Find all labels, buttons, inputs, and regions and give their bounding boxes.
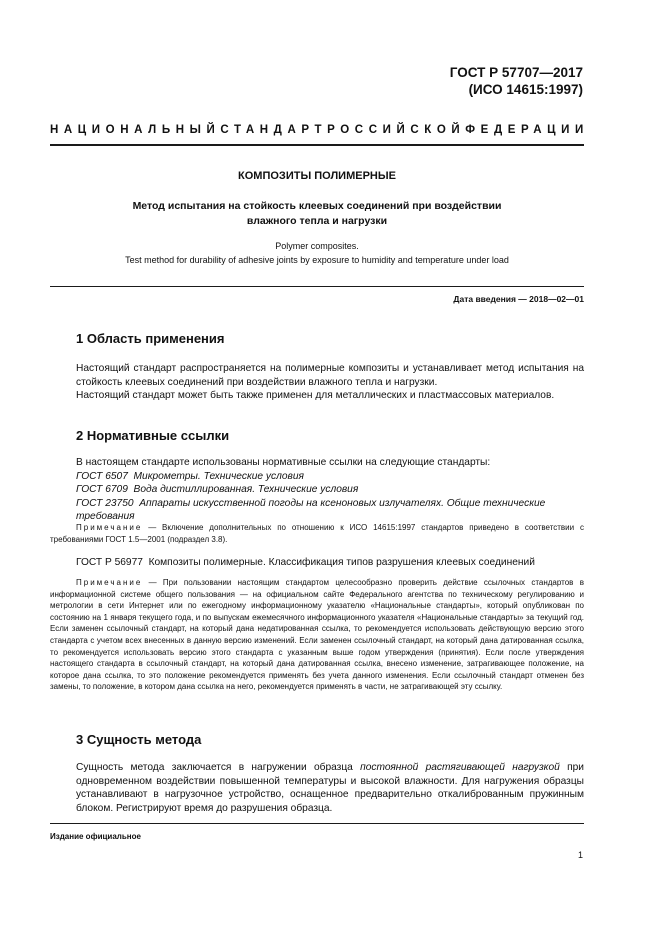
note-label: Примечание (76, 578, 143, 587)
section-3-emphasis: постоянной растягивающей нагрузкой (360, 762, 560, 773)
official-edition-label: Издание официальное (50, 832, 141, 841)
reference-title: Композиты полимерные. Классификация типов разрушения клеевых соединений (148, 557, 535, 568)
banner-word: ФЕДЕРАЦИИ (465, 124, 589, 136)
reference-title: Вода дистиллированная. Технические условия (133, 484, 359, 496)
reference-code: ГОСТ 6507 (76, 470, 128, 482)
section-1-body (76, 362, 584, 403)
banner-word: СТАНДАРТ (220, 124, 328, 136)
subtitle-line: влажного тепла и нагрузки (246, 215, 388, 227)
section-1-heading: 1 Область применения (76, 331, 225, 346)
normative-reference (76, 483, 584, 497)
english-title-line: Polymer composites. (275, 241, 359, 251)
document-title: КОМПОЗИТЫ ПОЛИМЕРНЫЕ (238, 170, 396, 182)
section-3-text: Сущность метода заключается в нагружении образца (76, 762, 361, 773)
iso-number: (ИСО 14615:1997) (468, 82, 583, 97)
section-1-paragraph: Настоящий стандарт распространяется на полимерные композиты и устанавливает метод испытания на стойкость клеевых соединений при воздействии влажного тепла и нагрузки. (76, 363, 584, 388)
reference-code: ГОСТ 6709 (76, 484, 128, 496)
note-label: Примечание (76, 523, 143, 532)
normative-reference (76, 497, 584, 524)
reference-title: Микрометры. Технические условия (133, 470, 304, 482)
english-title (50, 239, 584, 267)
standard-number: ГОСТ Р 57707—2017 (449, 65, 583, 80)
normative-reference (76, 470, 584, 484)
reference-title: Аппараты искусственной погоды на ксеноновых излучателях. Общие технические требования (76, 497, 546, 523)
section-3-heading: 3 Сущность метода (76, 732, 202, 747)
note-2 (50, 577, 584, 693)
date-rule (50, 286, 584, 287)
section-2-heading: 2 Нормативные ссылки (76, 428, 230, 443)
section-3-body (76, 761, 584, 815)
note-text: — Включение дополнительных по отношению к ИСО 14615:1997 стандартов приведено в соответствии с требованиями ГОСТ 1.5—2001 (подраздел 3.8). (50, 523, 584, 544)
note-text: — При пользовании настоящим стандартом целесообразно проверить действие ссылочных стандартов в информационной системе общего пользования — на официальном сайте Федерального агентства по техническому регулированию и метрологии в сети Интернет или по ежегодному информационному указателю «Национальные стандарты», который опубликован по состоянию на 1 января текущего года, и по выпускам ежемесячного информационного указателя «Национальные стандарты» за текущий год. Если заменен ссылочный стандарт, на который дана недатированная ссылка, то рекомендуется использовать действующую версию этого стандарта с учетом всех внесенных в данную версию изменений. Если заменен ссылочный стандарт, на который дана датированная ссылка, то рекомендуется использовать версию этого стандарта с указанным выше годом утверждения (принятия). Если после утверждения настоящего стандарта в ссылочный стандарт, на который дана датированная ссылка, внесено изменение, затрагивающее положение, на которое дана ссылка, то это положение рекомендуется применять без учета данного изменения. Если ссылочный стандарт отменен без замены, то положение, в котором дана ссылка на него, рекомендуется применять в части, не затрагивающей эту ссылку. (50, 578, 584, 692)
section-2-body (76, 456, 584, 524)
reference-code: ГОСТ Р 56977 (76, 557, 143, 568)
banner-word: НАЦИОНАЛЬНЫЙ (50, 124, 221, 136)
document-subtitle (50, 199, 584, 229)
subtitle-line: Метод испытания на стойкость клеевых соединений при воздействии (132, 200, 502, 212)
standard-designation (450, 64, 583, 98)
section-2-intro: В настоящем стандарте использованы нормативные ссылки на следующие стандарты: (76, 457, 491, 468)
section-3-text: при одновременном воздействии повышенной температуры и высокой влажности. Для нагружения образцы устанавливают в нагрузочное устройство, оснащенное предварительно откалиброванным пружинным блоком. Регистрируют время до разрушения образца. (76, 762, 584, 814)
introduction-date: Дата введения — 2018—02—01 (453, 294, 584, 304)
note-1 (50, 522, 584, 545)
national-standard-banner (50, 124, 589, 136)
page-number: 1 (577, 850, 583, 860)
english-title-line: Test method for durability of adhesive joints by exposure to humidity and temperature under load (125, 255, 509, 265)
reference-code: ГОСТ 23750 (76, 497, 134, 509)
normative-reference-extra (76, 556, 584, 570)
banner-rule (50, 144, 584, 146)
banner-word: РОССИЙСКОЙ (327, 124, 466, 136)
footer-rule (50, 823, 584, 824)
section-1-paragraph: Настоящий стандарт может быть также применен для металлических и пластмассовых материалов. (76, 390, 555, 402)
